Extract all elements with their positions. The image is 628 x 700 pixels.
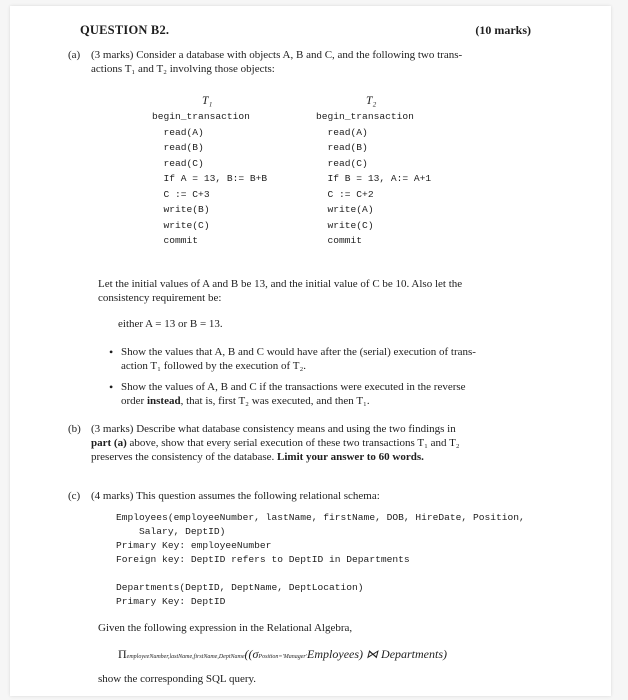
bullet-1-line2: action T₁ followed by the execution of T₂. (121, 360, 307, 372)
t2-code-line: commit (316, 235, 363, 246)
part-b-line2 (91, 436, 460, 451)
part-c-line1: (4 marks) This question assumes the following relational schema: (91, 490, 380, 502)
bullet-2-bold: instead (146, 395, 181, 407)
schema-line: Foreign key: DeptID refers to DeptID in Departments (116, 554, 410, 565)
bullet-1-line1: • Show the values that A, B and C would have after the (serial) execution of trans- (121, 345, 476, 360)
t1-code-line: begin_transaction (152, 111, 250, 122)
part-b-line1: (3 marks) Describe what database consistency means and using the two findings in (91, 423, 456, 435)
part-a-line2: actions T₁ and T₂ involving those objects: (91, 63, 275, 75)
t2-title: T₂ (366, 95, 377, 107)
t2-code-line: C := C+2 (316, 188, 374, 200)
t2-code-line: If B = 13, A:= A+1 (316, 173, 432, 184)
t1-code (152, 109, 267, 249)
part-c-label: (c) (68, 490, 81, 502)
t1-code-line: If A = 13, B:= B+B (152, 173, 268, 184)
closing-instruction: show the corresponding SQL query. (98, 673, 257, 685)
t1-code-line: C := C+3 (152, 188, 210, 200)
bullet-2-line2 (121, 394, 370, 409)
schema-line: Salary, DeptID) (116, 526, 226, 537)
t1-code-line: write(B) (152, 204, 210, 215)
selection-condition: Position='Manager' (258, 654, 308, 660)
bullet-2-pre: order (121, 395, 147, 407)
schema-line: Primary Key: DeptID (116, 596, 226, 607)
part-b-bold-ref: part (a) (91, 437, 127, 449)
question-page (10, 6, 611, 696)
t2-code-line: read(C) (316, 157, 368, 169)
bullet-2-post: , that is, first T₂ was executed, and then T₁. (180, 395, 370, 407)
t1-code-line: commit (152, 235, 199, 246)
t1-code-line: write(C) (152, 219, 210, 231)
t2-code-line: write(A) (316, 204, 374, 215)
t2-code-line: begin_transaction (316, 111, 414, 122)
schema-line: Primary Key: employeeNumber (116, 540, 272, 551)
projection-symbol: Π (118, 647, 127, 661)
part-b-line3 (91, 450, 424, 465)
schema-line: Employees(employeeNumber, lastName, firstName, DOB, HireDate, Position, (116, 512, 525, 523)
question-marks: (10 marks) (475, 23, 531, 37)
t1-code-line: read(A) (152, 126, 204, 138)
bullet-2-line1: • Show the values of A, B and C if the transactions were executed in the reverse (121, 380, 466, 395)
part-b-label: (b) (68, 423, 81, 435)
question-title: QUESTION B2. (80, 23, 170, 37)
t2-code-line: read(B) (316, 142, 368, 153)
part-b-word-limit: Limit your answer to 60 words. (277, 451, 424, 463)
t1-code-line: read(B) (152, 142, 204, 153)
transaction-t1 (152, 95, 267, 249)
part-a-para1: Let the initial values of A and B be 13, and the initial value of C be 10. Also let the (98, 278, 463, 290)
schema-line: Departments(DeptID, DeptName, DeptLocation) (116, 582, 364, 593)
relational-schema (116, 511, 525, 609)
t1-code-line: read(C) (152, 157, 204, 169)
part-b-line2-rest: above, show that every serial execution of these two transactions T₁ and T₂ (126, 437, 460, 449)
part-a-label: (a) (68, 49, 81, 61)
part-b-line3-pre: preserves the consistency of the database. (91, 451, 278, 463)
t2-code (316, 109, 431, 249)
selection-open: ((σ (244, 647, 259, 661)
projection-attributes: employeeNumber,lastName,firstName,DeptName (126, 654, 245, 660)
relational-algebra-expression (118, 647, 447, 662)
join-expression: Employees) ⋈ Departments) (307, 647, 448, 661)
t2-code-line: write(C) (316, 219, 374, 231)
given-expression-text: Given the following expression in the Relational Algebra, (98, 622, 353, 634)
part-a-line1: (3 marks) Consider a database with objects A, B and C, and the following two trans- (91, 49, 463, 61)
schema-line (116, 567, 525, 581)
t1-title: T₁ (202, 95, 213, 107)
consistency-condition: either A = 13 or B = 13. (118, 318, 223, 330)
part-a-para2: consistency requirement be: (98, 292, 222, 304)
t2-code-line: read(A) (316, 126, 368, 138)
transaction-t2 (316, 95, 431, 249)
